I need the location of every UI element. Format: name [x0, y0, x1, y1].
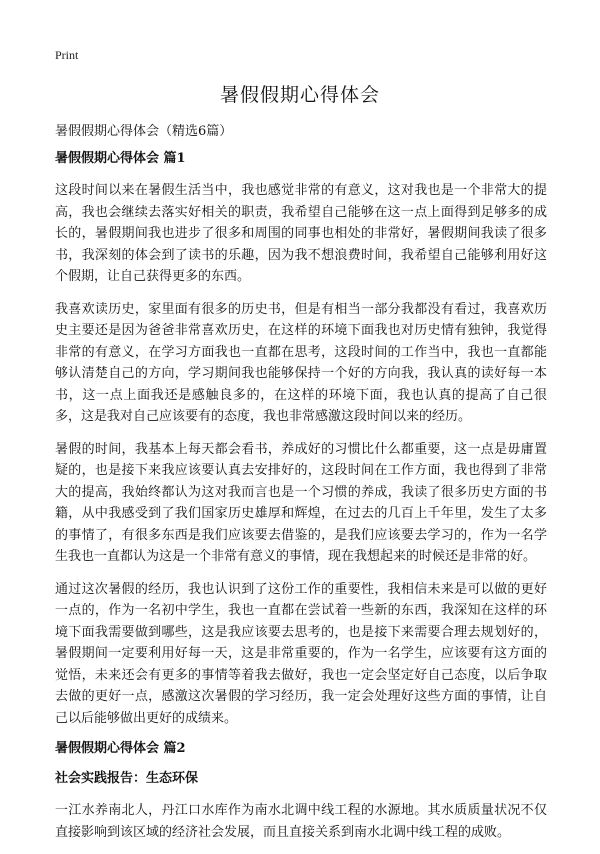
paragraph: 暑假的时间，我基本上每天都会看书，养成好的习惯比什么都重要，这一点是毋庸置疑的，也是接下来我应该要认真去安排好的，这段时间在工作方面，我也得到了非常大的提高，我始终都认为这对我而言也是一个习惯的养成，我读了很多历史方面的书籍，从中我感受到了我们国家历史雄厚和辉煌，在过去的几百上千年里，发生了太多的事情了，有很多东西是我们应该要去借鉴的，是我们应该要去学习的，作为一名学生我也一直都认为这是一个非常有意义的事情，现在我想起来的时候还是非常的好。: [55, 441, 547, 564]
print-link[interactable]: Print: [55, 48, 79, 62]
paragraph: 这段时间以来在暑假生活当中，我也感觉非常的有意义，这对我也是一个非常大的提高，我也会继续去落实好相关的职责，我希望自己能够在这一点上面得到足够多的成长的，暑假期间我也进步了很多和周围的同事也相处的非常好，暑假期间我读了很多书，我深刻的体会到了读书的乐趣，因为我不想浪费时间，我希望自己能够利用好这个假期，让自己获得更多的东西。: [55, 183, 547, 284]
paragraph: 一江水养南北人，丹江口水库作为南水北调中线工程的水源地。其水质质量状况不仅直接影响到该区域的经济社会发展，而且直接关系到南水北调中线工程的成败。: [55, 803, 547, 840]
section-subheading: 社会实践报告：生态环保: [55, 771, 199, 786]
paragraph: 我喜欢读历史，家里面有很多的历史书，但是有相当一部分我都没有看过，我喜欢历史主要还是因为爸爸非常喜欢历史，在这样的环境下面我也对历史情有独钟，我觉得非常的有意义，在学习方面我也一直都在思考，这段时间的工作当中，我也一直都能够认清楚自己的方向，学习期间我也能够保持一个好的方向我，我认真的读好每一本书，这一点上面我还是感触良多的，在这样的环境下面，我也认真的提高了自己很多，这是我对自己应该要有的态度，我也非常感激这段时间以来的经历。: [55, 301, 547, 424]
section-heading: 暑假假期心得体会 篇2: [55, 741, 186, 756]
article-body: [55, 150, 547, 854]
section-heading: 暑假假期心得体会 篇1: [55, 151, 186, 166]
page-title: 暑假假期心得体会: [219, 84, 380, 106]
document-subtitle: 暑假假期心得体会（精选6篇）: [55, 124, 233, 139]
paragraph: 通过这次暑假的经历，我也认识到了这份工作的重要性，我相信未来是可以做的更好一点的，作为一名初中学生，我也一直都在尝试着一些新的东西，我深知在这样的环境下面我需要做到哪些，这是我应该要去思考的，也是接下来需要合理去规划好的，暑假期间一定要利用好每一天，这是非常重要的，作为一名学生，应该要有这方面的觉悟，未来还会有更多的事情等着我去做好，我也一定会坚定好自己态度，以后争取去做的更好一点，感激这次暑假的学习经历，我一定会处理好这些方面的事情，让自己以后能够做出更好的成绩来。: [55, 581, 547, 726]
